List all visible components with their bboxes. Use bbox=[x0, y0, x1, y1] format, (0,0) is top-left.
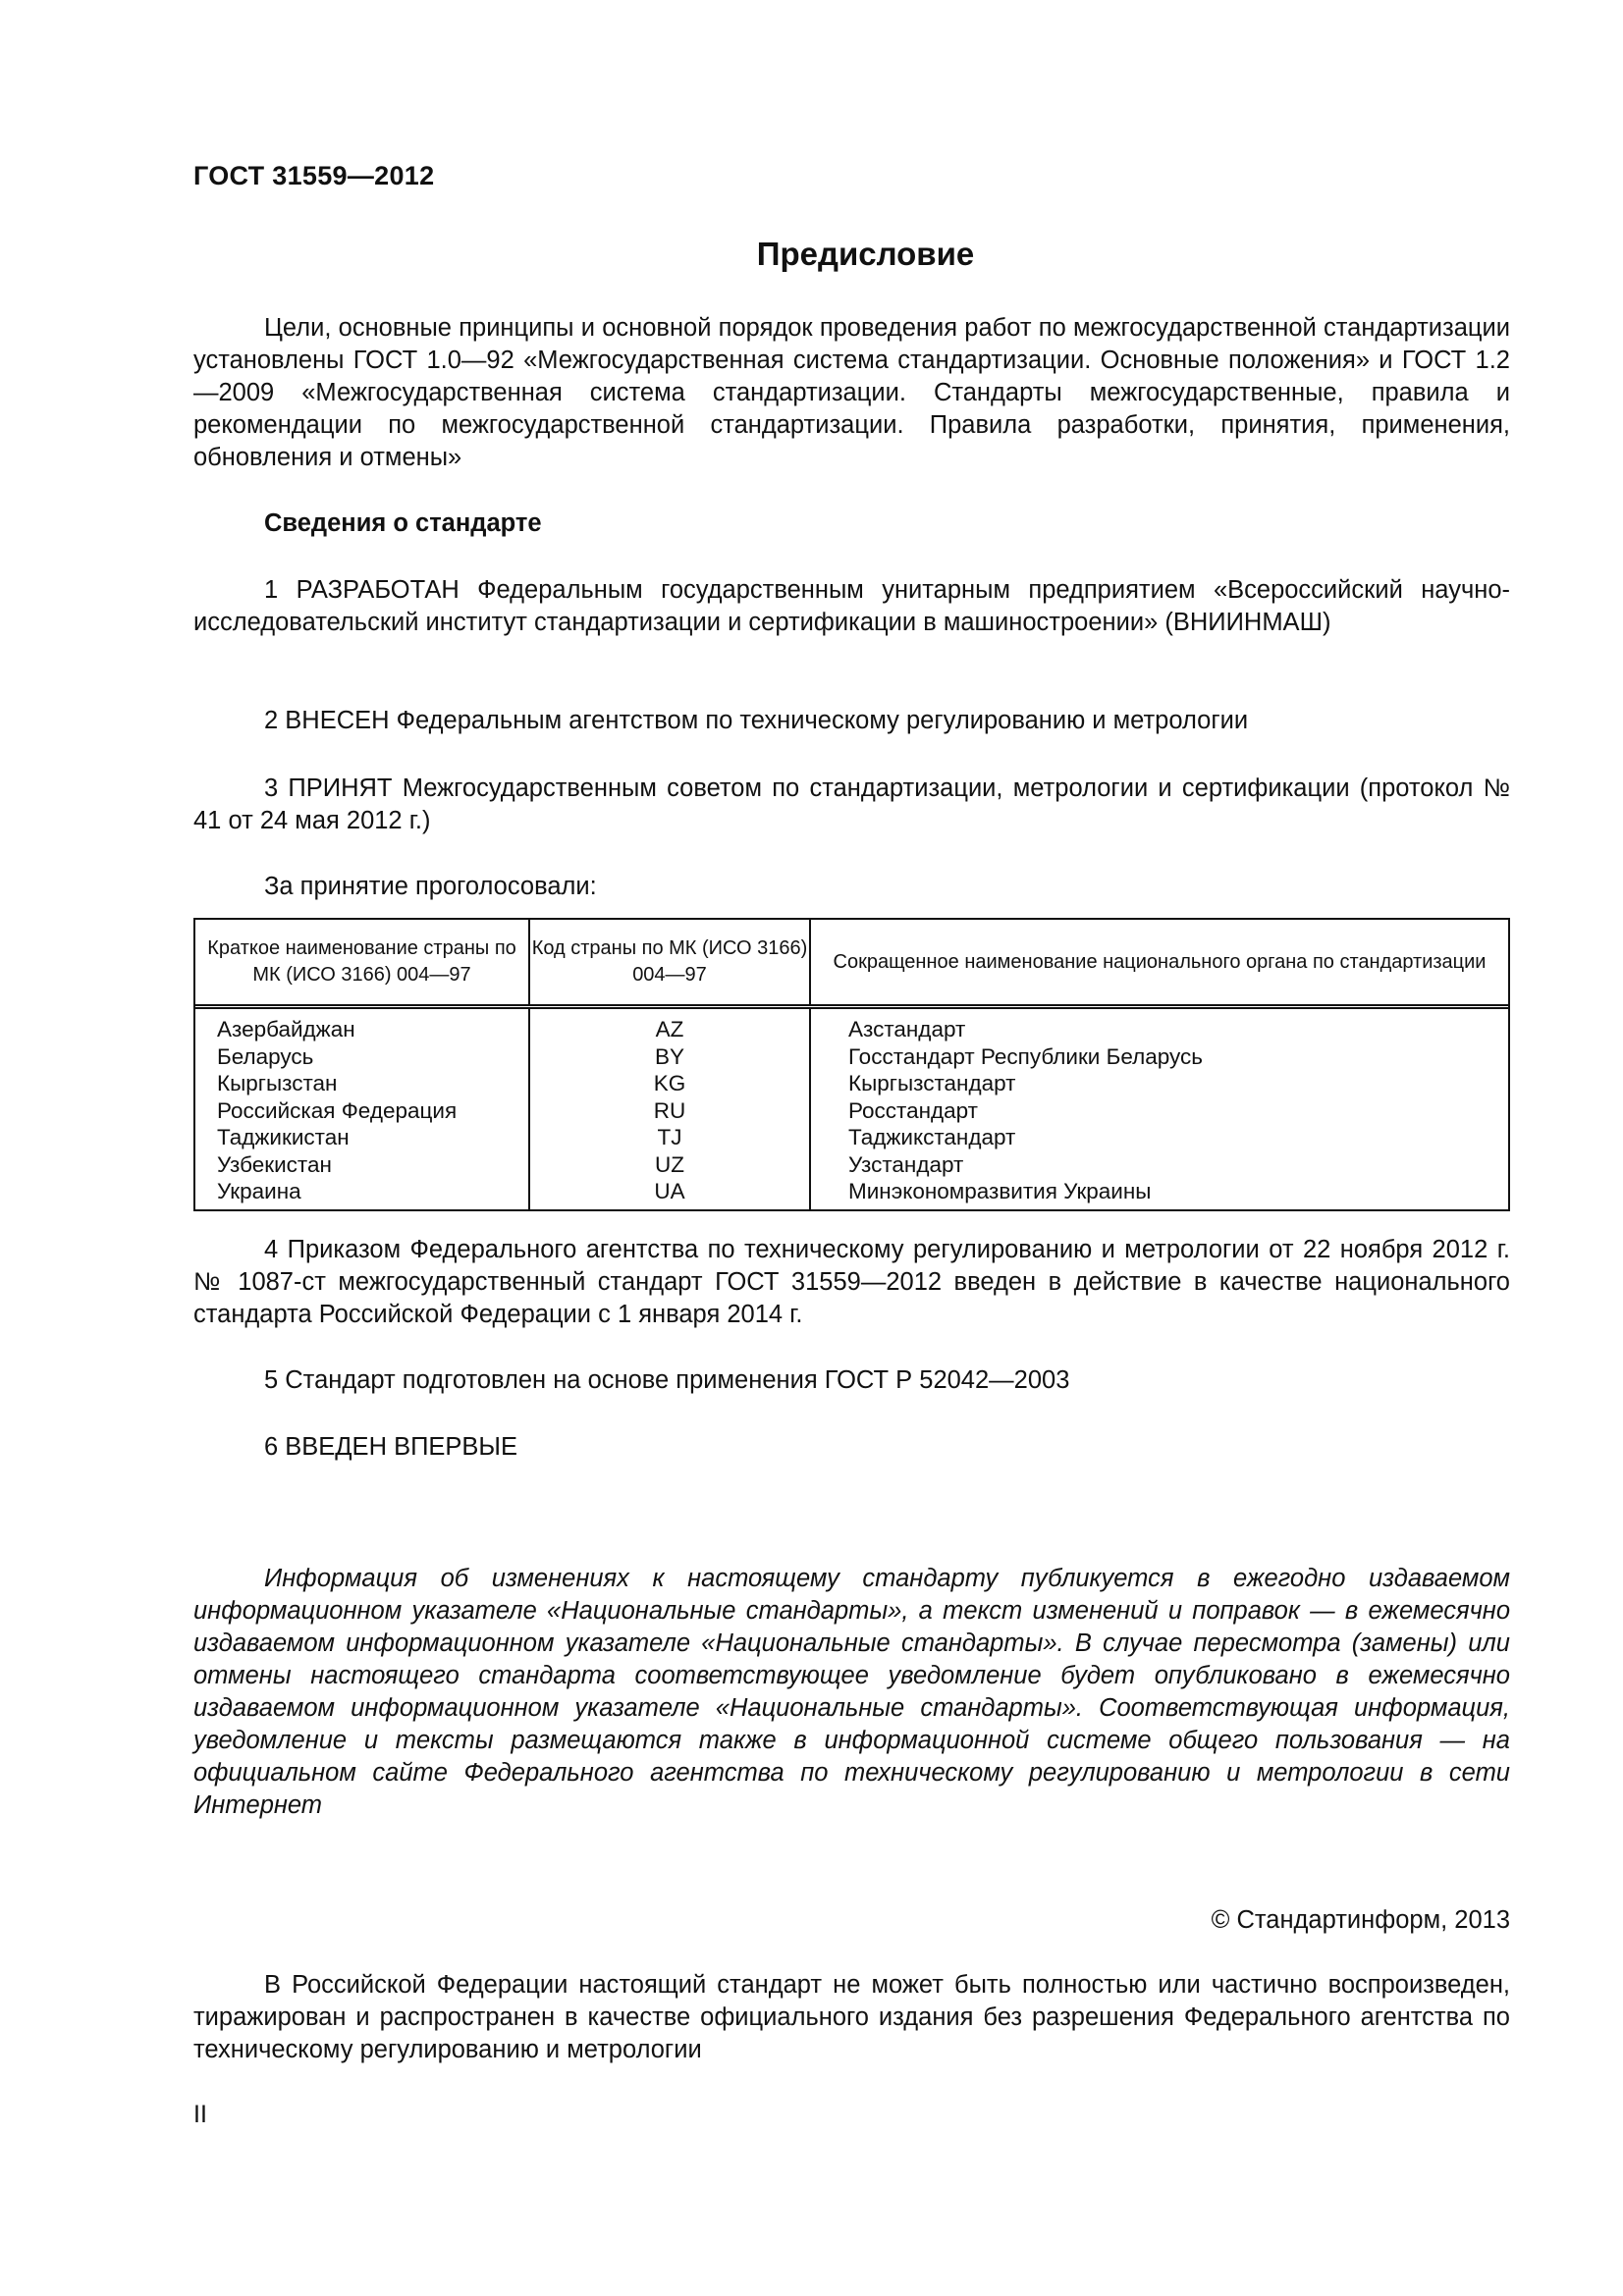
section-heading: Сведения о стандарте bbox=[264, 509, 542, 537]
notice-block bbox=[193, 1563, 1510, 1822]
notice-paragraph: Информация об изменениях к настоящему стандарту публикуется в ежегодно издаваемом информационном указателе «Национальные стандарты», а текст изменений и поправок — в ежемесячно издаваемом информационном указателе «Национальные стандарты». В случае пересмотра (замены) или отмены настоящего стандарта соответствующее уведомление будет опубликовано в ежемесячно издаваемом информационном указателе «Национальные стандарты». Соответствующая информация, уведомление и тексты размещаются также в информационной системе общего пользования — на официальном сайте Федерального агентства по техническому регулированию и метрологии в сети Интернет bbox=[193, 1565, 1510, 1819]
body-column bbox=[811, 1009, 1508, 1209]
copyright-line: © Стандартинформ, 2013 bbox=[1211, 1906, 1510, 1934]
table-header-row bbox=[195, 920, 1508, 1009]
table-cell-code: UZ bbox=[655, 1151, 684, 1177]
table-cell-code: BY bbox=[654, 1043, 684, 1069]
copyright-block bbox=[193, 1904, 1510, 1937]
page-title: Предисловие bbox=[756, 236, 975, 272]
section-heading-block bbox=[193, 507, 1510, 540]
table-cell-country: Таджикистан bbox=[217, 1125, 350, 1149]
item-3-paragraph: 3 ПРИНЯТ Межгосударственным советом по стандартизации, метрологии и сертификации (протокол № 41 от 24 мая 2012 г.) bbox=[193, 774, 1510, 834]
table-cell-country: Российская Федерация bbox=[217, 1097, 458, 1123]
intro-block bbox=[193, 312, 1510, 474]
table-cell-country: Азербайджан bbox=[217, 1017, 355, 1041]
header-code: Код страны по МК (ИСО 3166) 004—97 bbox=[530, 920, 811, 1004]
table-cell-body: Минэкономразвития Украины bbox=[848, 1179, 1152, 1203]
table-cell-body: Таджикстандарт bbox=[848, 1125, 1016, 1149]
item-5-block bbox=[193, 1364, 1510, 1397]
code-column bbox=[530, 1009, 811, 1209]
table-cell-body: Госстандарт Республики Беларусь bbox=[848, 1043, 1204, 1069]
intro-paragraph: Цели, основные принципы и основной порядок проведения работ по межгосударственной стандартизации установлены ГОСТ 1.0—92 «Межгосударственная система стандартизации. Основные положения» и ГОСТ 1.2—2009 «Межгосударственная система стандартизации. Стандарты межгосударственные, правила и рекомендации по межгосударственной стандартизации. Правила разработки, принятия, применения, обновления и отмены» bbox=[193, 314, 1510, 471]
table-cell-country: Беларусь bbox=[217, 1043, 314, 1069]
item-1-paragraph: 1 РАЗРАБОТАН Федеральным государственным унитарным предприятием «Всероссийский научно-исследовательский институт стандартизации и сертификации в машиностроении» (ВНИИНМАШ) bbox=[193, 576, 1510, 636]
rights-paragraph: В Российской Федерации настоящий стандарт не может быть полностью или частично воспроизведен, тиражирован и распространен в качестве официального издания без разрешения Федерального агентства по техническому регулированию и метрологии bbox=[193, 1971, 1510, 2063]
table-cell-body: Узстандарт bbox=[848, 1151, 964, 1177]
table-body bbox=[195, 1009, 1508, 1209]
item-2-block bbox=[193, 705, 1510, 737]
item-2-paragraph: 2 ВНЕСЕН Федеральным агентством по техническому регулированию и метрологии bbox=[264, 707, 1249, 734]
table-cell-body: Кыргызстандарт bbox=[848, 1071, 1016, 1095]
item-1-block bbox=[193, 574, 1510, 639]
page-number: II bbox=[193, 2101, 207, 2128]
item-4-paragraph: 4 Приказом Федерального агентства по техническому регулированию и метрологии от 22 ноября 2012 г. № 1087-ст межгосударственный стандарт ГОСТ 31559—2012 введен в действие в качестве национального стандарта Российской Федерации с 1 января 2014 г. bbox=[193, 1236, 1510, 1328]
table-cell-country: Узбекистан bbox=[217, 1151, 332, 1177]
item-5-paragraph: 5 Стандарт подготовлен на основе применения ГОСТ Р 52042—2003 bbox=[264, 1366, 1070, 1394]
rights-block bbox=[193, 1969, 1510, 2066]
voted-label: За принятие проголосовали: bbox=[264, 873, 597, 900]
table-cell-country: Украина bbox=[217, 1179, 301, 1203]
document-code-header: ГОСТ 31559—2012 bbox=[193, 161, 435, 190]
table-cell-body: Азстандарт bbox=[848, 1017, 966, 1041]
item-3-block bbox=[193, 773, 1510, 837]
item-6-paragraph: 6 ВВЕДЕН ВПЕРВЫЕ bbox=[264, 1433, 518, 1461]
table-cell-code: UA bbox=[654, 1179, 685, 1203]
table-cell-code: TJ bbox=[657, 1125, 682, 1149]
voting-table bbox=[193, 918, 1510, 1211]
table-cell-code: AZ bbox=[655, 1017, 684, 1041]
table-cell-code: RU bbox=[653, 1097, 686, 1123]
table-cell-body: Росстандарт bbox=[848, 1097, 978, 1123]
table-cell-code: KG bbox=[653, 1071, 686, 1095]
header-country: Краткое наименование страны по МК (ИСО 3166) 004—97 bbox=[195, 920, 530, 1004]
country-column bbox=[195, 1009, 530, 1209]
table-cell-country: Кыргызстан bbox=[217, 1071, 338, 1095]
item-6-block bbox=[193, 1431, 1510, 1464]
header-body: Сокращенное наименование национального органа по стандартизации bbox=[833, 950, 1487, 973]
item-4-block bbox=[193, 1234, 1510, 1331]
voted-label-block bbox=[193, 871, 1510, 903]
